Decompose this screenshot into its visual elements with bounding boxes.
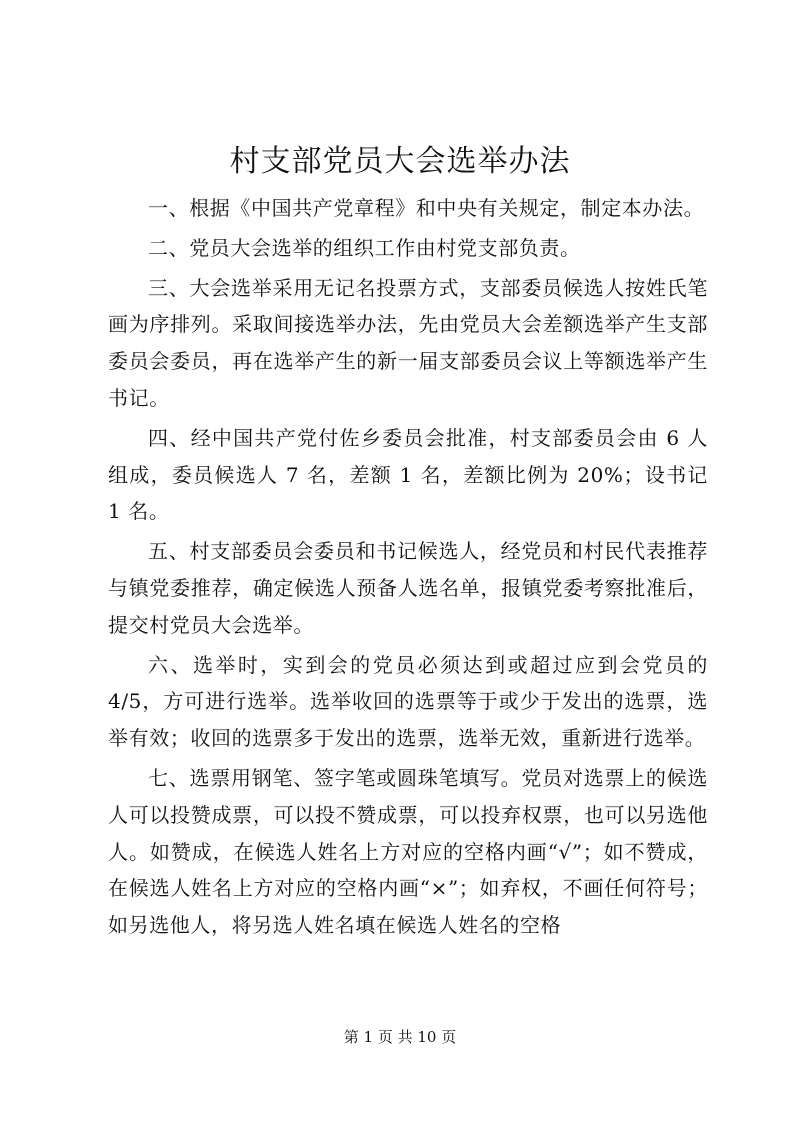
- paragraph-7: 七、选票用钢笔、签字笔或圆珠笔填写。党员对选票上的候选人可以投赞成票，可以投不赞成票，可以投弃权票，也可以另选他人。如赞成，在候选人姓名上方对应的空格内画“√”；如不赞成，在候选人姓名上方对应的空格内画“×”；如弃权，不画任何符号；如另选他人，将另选人姓名填在候选人姓名的空格: [108, 765, 708, 938]
- paragraph-1: 一、根据《中国共产党章程》和中央有关规定，制定本办法。: [148, 196, 705, 220]
- paragraph-4: 四、经中国共产党付佐乡委员会批准，村支部委员会由 6 人组成，委员候选人 7 名，差额 1 名，差额比例为 20%；设书记 1 名。: [108, 425, 708, 524]
- paragraph-3: 三、大会选举采用无记名投票方式，支部委员候选人按姓氏笔画为序排列。采取间接选举办法，先由党员大会差额选举产生支部委员会委员，再在选举产生的新一届支部委员会议上等额选举产生书记。: [108, 275, 708, 410]
- document-body: [108, 190, 708, 947]
- paragraph-6: 六、选举时，实到会的党员必须达到或超过应到会党员的 4/5，方可进行选举。选举收回的选票等于或少于发出的选票，选举有效；收回的选票多于发出的选票，选举无效，重新进行选举。: [108, 652, 708, 751]
- page-number-footer: 第 1 页 共 10 页: [343, 1028, 457, 1046]
- paragraph-2: 二、党员大会选举的组织工作由村党支部负责。: [148, 235, 581, 260]
- document-title: 村支部党员大会选举办法: [229, 144, 571, 179]
- paragraph-5: 五、村支部委员会委员和书记候选人，经党员和村民代表推荐与镇党委推荐，确定候选人预备人选名单，报镇党委考察批准后，提交村党员大会选举。: [108, 539, 708, 637]
